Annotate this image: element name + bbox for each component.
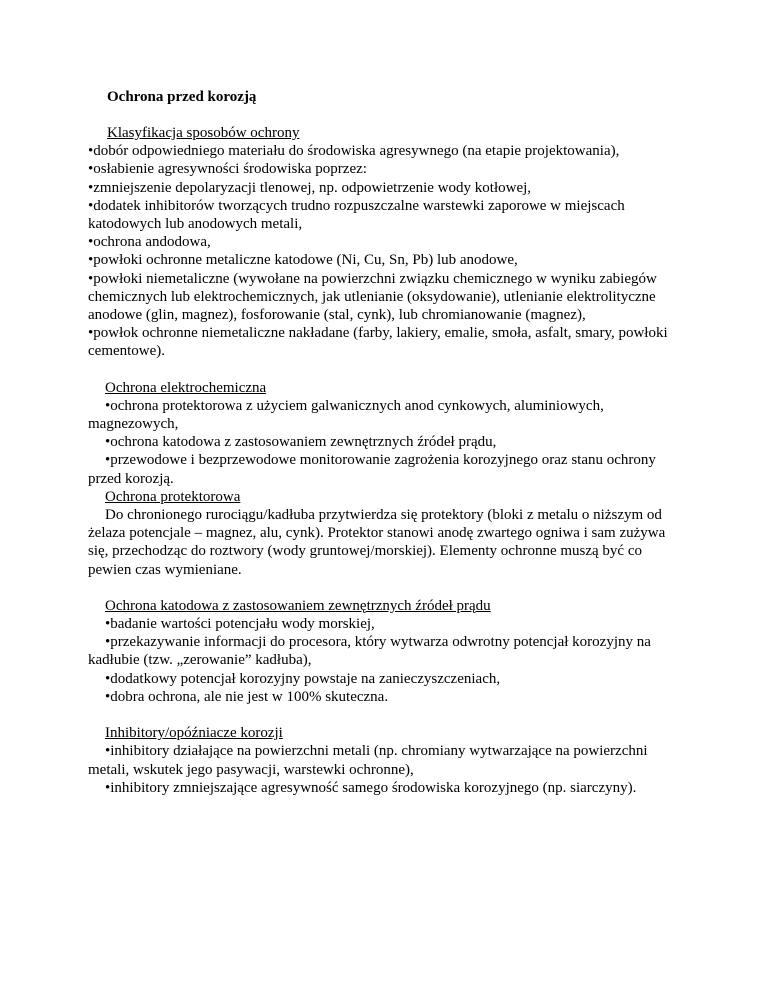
list-item: •dobra ochrona, ale nie jest w 100% skuteczna. [105,688,389,705]
spacer [88,361,678,379]
section-heading-electrochemical: Ochrona elektrochemiczna [105,379,267,396]
list-item: •powłok ochronne niemetaliczne nakładane (farby, lakiery, emalie, smoła, asfalt, smary, powłoki cementowe). [88,325,668,360]
bullet-icon: • [105,743,111,760]
section-heading-inhibitors: Inhibitory/opóźniacze korozji [105,725,283,742]
section-classification [88,124,678,361]
bullet-icon: • [105,616,111,633]
bullet-icon: • [105,634,111,651]
bullet-icon: • [88,252,94,269]
section-heading-protector: Ochrona protektorowa [105,488,241,505]
spacer [88,106,678,124]
list-item: •dobór odpowiedniego materiału do środowiska agresywnego (na etapie projektowania), [88,143,620,160]
bullet-icon: • [105,670,111,687]
list-item: •przewodowe i bezprzewodowe monitorowanie zagrożenia korozyjnego oraz stanu ochrony przed korozją. [88,452,656,487]
section-protector [88,488,678,579]
spacer [88,706,678,724]
list-item: •ochrona protektorowa z użyciem galwanicznych anod cynkowych, aluminiowych, magnezowych, [88,397,604,433]
bullet-icon: • [105,434,111,451]
list-item: •przekazywanie informacji do procesora, który wytwarza odwrotny potencjał korozyjny na kadłubie (tzw. „zerowanie” kadłuba), [88,634,651,669]
list-item: •powłoki ochronne metaliczne katodowe (Ni, Cu, Sn, Pb) lub anodowe, [88,252,518,269]
section-inhibitors [88,724,678,797]
bullet-icon: • [88,234,94,251]
list-item: •ochrona katodowa z zastosowaniem zewnętrznych źródeł prądu, [105,434,497,451]
list-item: •inhibitory zmniejszające agresywność samego środowiska korozyjnego (np. siarczyny). [105,779,637,796]
paragraph-protector: Do chronionego rurociągu/kadłuba przytwierdza się protektory (bloki z metalu o niższym od żelaza potencjale – magnez, alu, cynk). Protektor stanowi anodę zwartego ogniwa i sam zużywa się, przechodząc do roztwory (wody gruntowej/morskiej). Elementy ochronne muszą być co pewien czas wymieniane. [88,507,666,578]
bullet-icon: • [88,179,94,196]
list-item: •osłabienie agresywności środowiska poprzez: [88,161,367,178]
bullet-icon: • [105,397,111,414]
list-item: •dodatkowy potencjał korozyjny powstaje na zanieczyszczeniach, [105,670,501,687]
section-heading-classification: Klasyfikacja sposobów ochrony [107,125,300,141]
document-title: Ochrona przed korozją [107,89,257,105]
list-item: •inhibitory działające na powierzchni metali (np. chromiany wytwarzające na powierzchni metali, wskutek jego pasywacji, warstewki ochronne), [88,743,648,778]
list-item: •zmniejszenie depolaryzacji tlenowej, np. odpowietrzenie wody kotłowej, [88,179,532,196]
section-cathodic [88,597,678,706]
section-electrochemical [88,379,678,488]
list-item: •dodatek inhibitorów tworzących trudno rozpuszczalne warstewki zaporowe w miejscach katodowych lub anodowych metali, [88,197,625,233]
list-item: •ochrona andodowa, [88,234,211,251]
list-item: •badanie wartości potencjału wody morskiej, [105,616,375,633]
section-heading-cathodic: Ochrona katodowa z zastosowaniem zewnętrznych źródeł prądu [105,597,491,614]
bullet-icon: • [88,143,94,160]
bullet-icon: • [105,452,111,469]
spacer [88,579,678,597]
bullet-icon: • [105,688,111,705]
bullet-icon: • [88,270,94,287]
list-item: •powłoki niemetaliczne (wywołane na powierzchni związku chemicznego w wyniku zabiegów chemicznych lub elektrochemicznych, jak utlenianie (oksydowanie), utlenianie elektrolityczne anodowe (glin, magnez), fosforowanie (stal, cynk), lub chromianowanie (magnez), [88,270,657,324]
bullet-icon: • [88,161,94,178]
bullet-icon: • [88,197,94,214]
bullet-icon: • [88,325,94,342]
bullet-icon: • [105,779,111,796]
document-page [88,88,678,797]
